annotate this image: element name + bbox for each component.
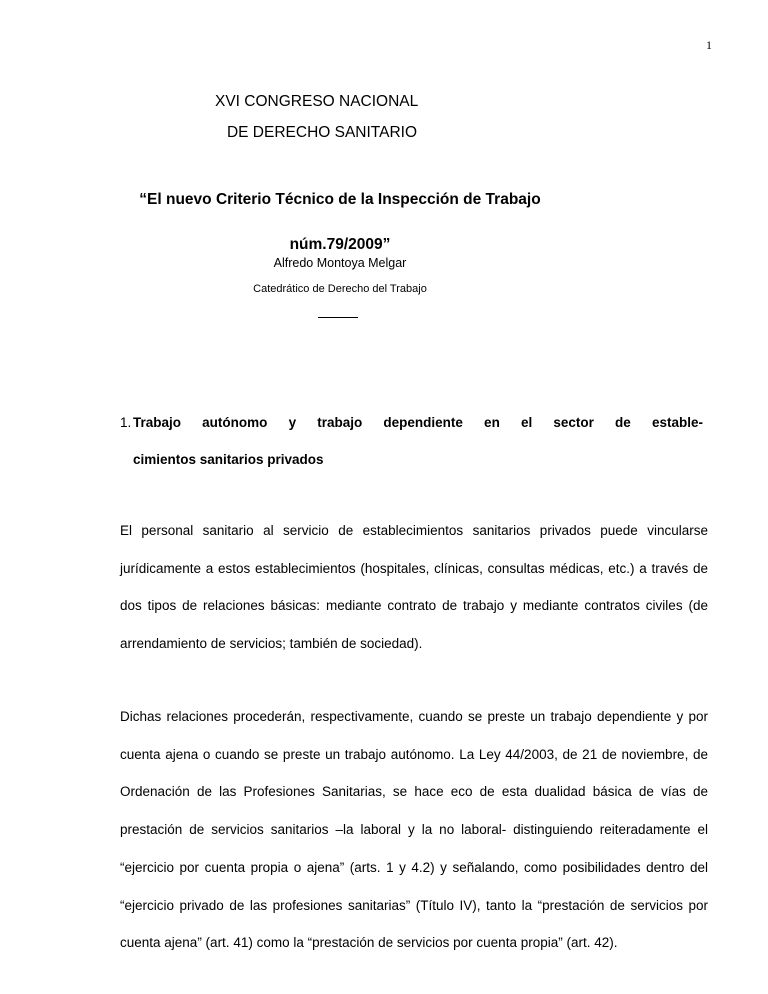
author-name: Alfredo Montoya Melgar <box>273 256 407 270</box>
congress-title-line1: XVI CONGRESO NACIONAL <box>215 93 419 110</box>
author-role: Catedrático de Derecho del Trabajo <box>253 283 427 295</box>
paper-title-line2: núm.79/2009” <box>289 236 391 253</box>
section-heading-line2: cimientos sanitarios privados <box>133 452 324 467</box>
section-heading-line1: Trabajo autónomo y trabajo dependiente en el sector de estable- <box>133 415 703 430</box>
paper-title-line1: “El nuevo Criterio Técnico de la Inspección de Trabajo <box>139 191 541 208</box>
title-divider <box>318 317 358 318</box>
body-paragraph-2: Dichas relaciones procederán, respectivamente, cuando se preste un trabajo dependiente y por cuenta ajena o cuando se preste un trabajo autónomo. La Ley 44/2003, de 21 de noviembre, de Ordenación de las Profesiones Sanitarias, se hace eco de esta dualidad básica de vías de prestación de servicios sanitarios –la laboral y la no laboral- distinguiendo reiteradamente el “ejercicio por cuenta propia o ajena” (arts. 1 y 4.2) y señalando, como posibilidades dentro del “ejercicio privado de las profesiones sanitarias” (Título IV), tanto la “prestación de servicios por cuenta ajena” (art. 41) como la “prestación de servicios por cuenta propia” (art. 42). <box>120 709 708 951</box>
congress-title-line2: DE DERECHO SANITARIO <box>226 124 418 141</box>
section-number: 1. <box>120 415 132 430</box>
body-paragraph-1: El personal sanitario al servicio de establecimientos sanitarios privados puede vincularse jurídicamente a estos establecimientos (hospitales, clínicas, consultas médicas, etc.) a través de dos tipos de relaciones básicas: mediante contrato de trabajo y mediante contratos civiles (de arrendamiento de servicios; también de sociedad). <box>120 523 708 652</box>
page-number: 1 <box>706 38 712 52</box>
